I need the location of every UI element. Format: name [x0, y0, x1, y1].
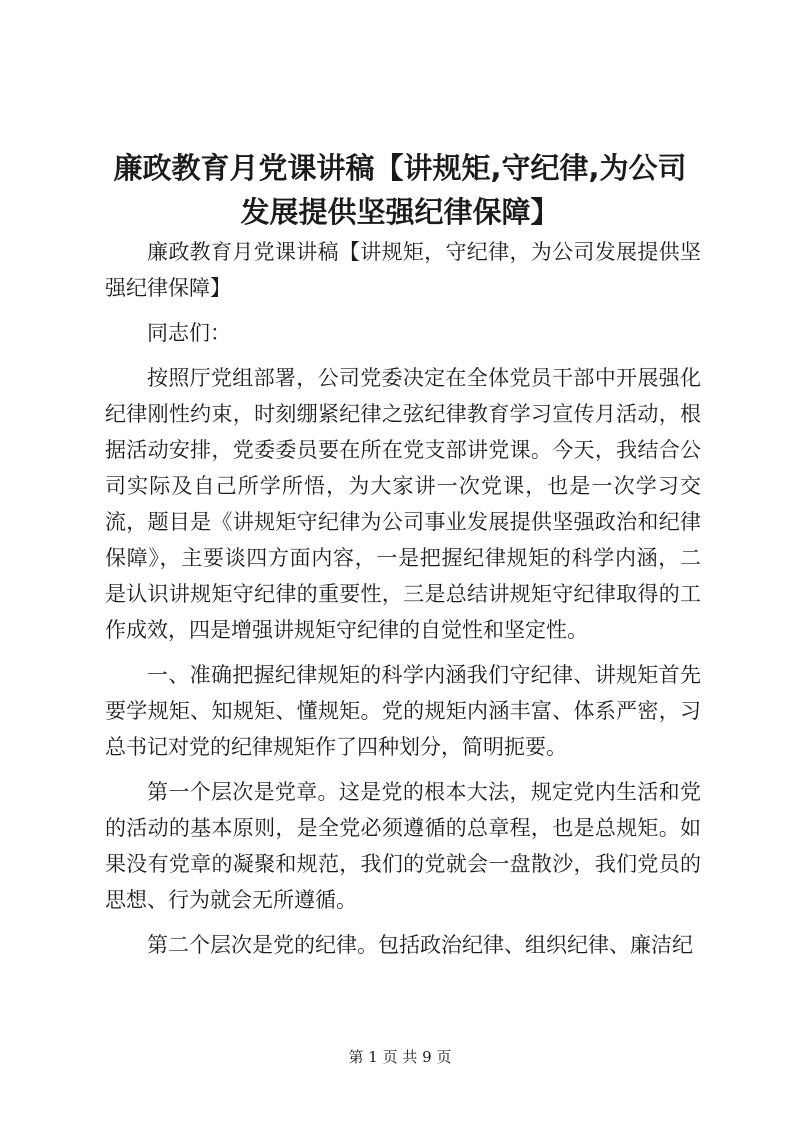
page-number-footer: 第 1 页 共 9 页: [348, 1048, 452, 1066]
paragraph-level-two: 第二个层次是党的纪律。包括政治纪律、组织纪律、廉洁纪: [147, 933, 693, 957]
document-body: [105, 234, 701, 972]
paragraph-level-one: 第一个层次是党章。这是党的根本大法，规定党内生活和党的活动的基本原则，是全党必须遵循的总章程，也是总规矩。如果没有党章的凝聚和规范，我们的党就会一盘散沙，我们党员的思想、行为就会无所遵循。: [105, 780, 701, 912]
title-line-2: 发展提供坚强纪律保障】: [240, 195, 560, 229]
paragraph-salutation: 同志们：: [147, 321, 231, 345]
paragraph-subtitle: 廉政教育月党课讲稿【讲规矩，守纪律，为公司发展提供坚强纪律保障】: [105, 240, 701, 300]
title-line-1: 廉政教育月党课讲稿【讲规矩,守纪律,为公司: [113, 151, 687, 185]
paragraph-section-one: 一、准确把握纪律规矩的科学内涵我们守纪律、讲规矩首先要学规矩、知规矩、懂规矩。党的规矩内涵丰富、体系严密，习总书记对党的纪律规矩作了四种划分，简明扼要。: [105, 663, 701, 759]
document-title: [100, 146, 700, 234]
paragraph-intro: 按照厅党组部署，公司党委决定在全体党员干部中开展强化纪律刚性约束，时刻绷紧纪律之弦纪律教育学习宣传月活动，根据活动安排，党委委员要在所在党支部讲党课。今天，我结合公司实际及自己所学所悟，为大家讲一次党课，也是一次学习交流，题目是《讲规矩守纪律为公司事业发展提供坚强政治和纪律保障》，主要谈四方面内容，一是把握纪律规矩的科学内涵，二是认识讲规矩守纪律的重要性，三是总结讲规矩守纪律取得的工作成效，四是增强讲规矩守纪律的自觉性和坚定性。: [105, 366, 701, 642]
